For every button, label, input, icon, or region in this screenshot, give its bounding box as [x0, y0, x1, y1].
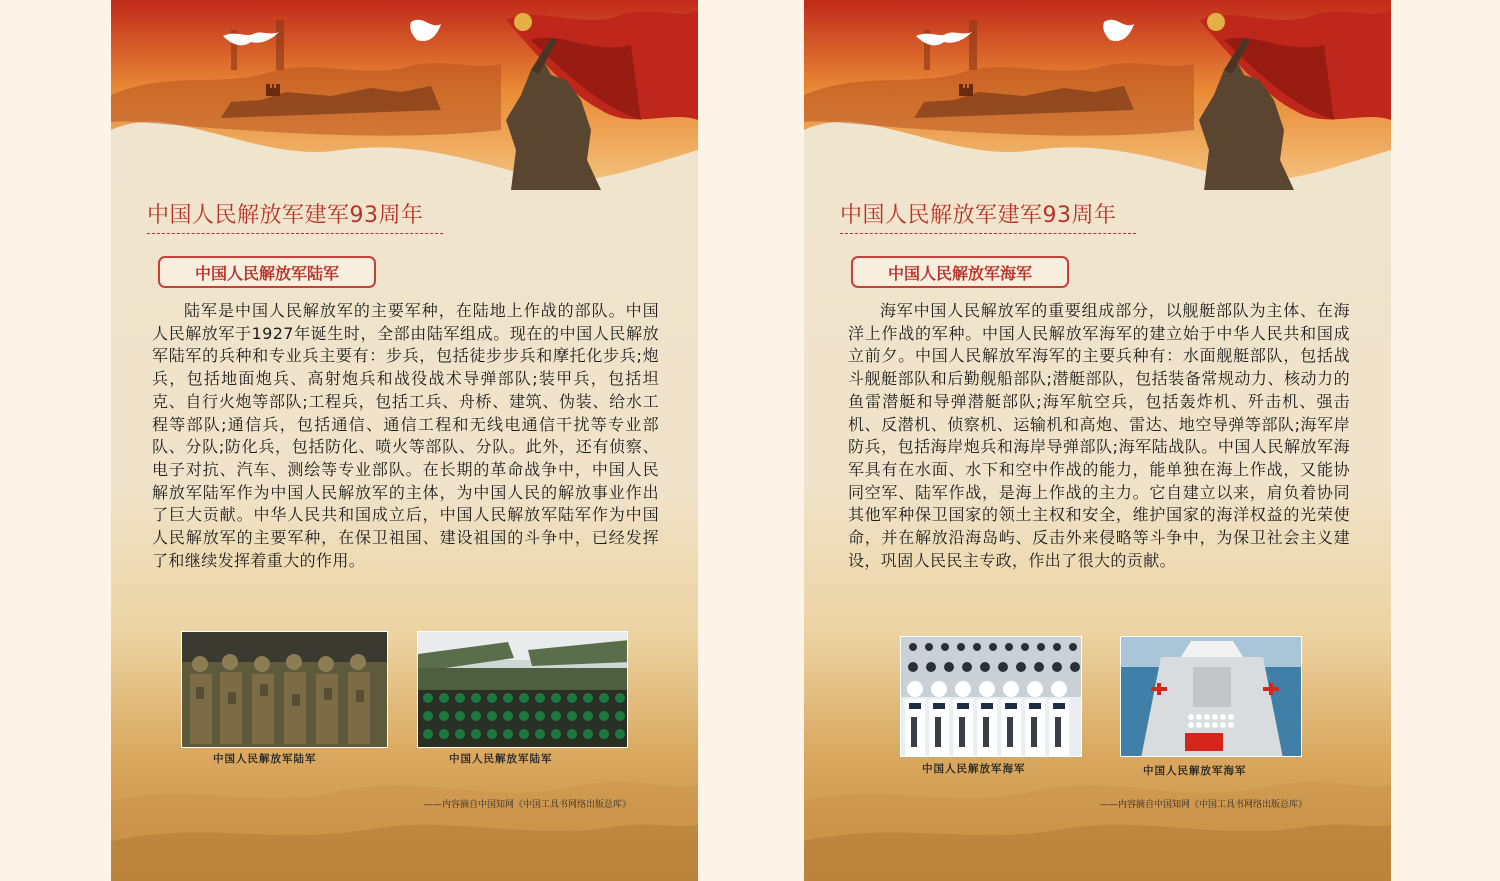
mountain-backdrop: [804, 741, 1391, 881]
army-missile-parade-photo: [417, 631, 628, 748]
header-banner-illustration: [111, 0, 698, 200]
article-body: 海军中国人民解放军的重要组成部分，以舰艇部队为主体、在海洋上作战的军种。中国人民解放军海军的建立始于中华人民共和国成立前夕。中国人民解放军海军的主要兵种有：水面舰艇部队，包括战斗舰艇部队和后勤舰船部队;潜艇部队，包括装备常规动力、核动力的鱼雷潜艇和导弹潜艇部队;海军航空兵，包括轰炸机、歼击机、强击机、反潜机、侦察机、运输机和高炮、雷达、地空导弹等部队;海军岸防兵，包括海岸炮兵和海岸导弹部队;海军陆战队。中国人民解放军海军具有在水面、水下和空中作战的能力，能单独在海上作战，又能协同空军、陆军作战，是海上作战的主力。它自建立以来，肩负着协同其他军种保卫国家的领土主权和安全，维护国家的海洋权益的光荣使命，并在解放沿海岛屿、反击外来侵略等斗争中，为保卫社会主义建设，巩固人民民主专政，作出了很大的贡献。: [848, 301, 1350, 570]
navy-ship-deck-photo: [1120, 636, 1302, 757]
page-title: 中国人民解放军建军93周年: [147, 198, 443, 234]
header-banner-illustration: [804, 0, 1391, 200]
poster-army: [111, 0, 698, 881]
mountain-backdrop: [111, 741, 698, 881]
article-body: 陆军是中国人民解放军的主要军种，在陆地上作战的部队。中国人民解放军于1927年诞生时，全部由陆军组成。现在的中国人民解放军陆军的兵种和专业兵主要有：步兵，包括徒步步兵和摩托化步兵;炮兵，包括地面炮兵、高射炮兵和战役战术导弹部队;装甲兵，包括坦克、自行火炮等部队;工程兵，包括工兵、舟桥、建筑、伪装、给水工程等部队;通信兵，包括通信、通信工程和无线电通信干扰等专业部队、分队;防化兵，包括防化、喷火等部队、分队。此外，还有侦察、电子对抗、汽车、测绘等专业部队。在长期的革命战争中，中国人民解放军陆军作为中国人民解放军的主体，为中国人民的解放事业作出了巨大贡献。中华人民共和国成立后，中国人民解放军陆军作为中国人民解放军的主要军种，在保卫祖国、建设祖国的斗争中，已经发挥了和继续发挥着重大的作用。: [152, 301, 659, 570]
navy-sailors-photo: [900, 636, 1082, 757]
source-credit: ——内容摘自中国知网《中国工具书网络出版总库》: [424, 800, 632, 810]
photo-caption: 中国人民解放军陆军: [213, 753, 317, 765]
page-title: 中国人民解放军建军93周年: [840, 198, 1136, 234]
section-heading: 中国人民解放军海军: [851, 256, 1069, 288]
army-marching-photo: [181, 631, 388, 748]
section-heading: 中国人民解放军陆军: [158, 256, 376, 288]
photo-caption: 中国人民解放军海军: [1143, 765, 1247, 777]
poster-navy: [804, 0, 1391, 881]
photo-caption: 中国人民解放军海军: [922, 763, 1026, 775]
source-credit: ——内容摘自中国知网《中国工具书网络出版总库》: [1100, 800, 1308, 810]
photo-caption: 中国人民解放军陆军: [449, 753, 553, 765]
